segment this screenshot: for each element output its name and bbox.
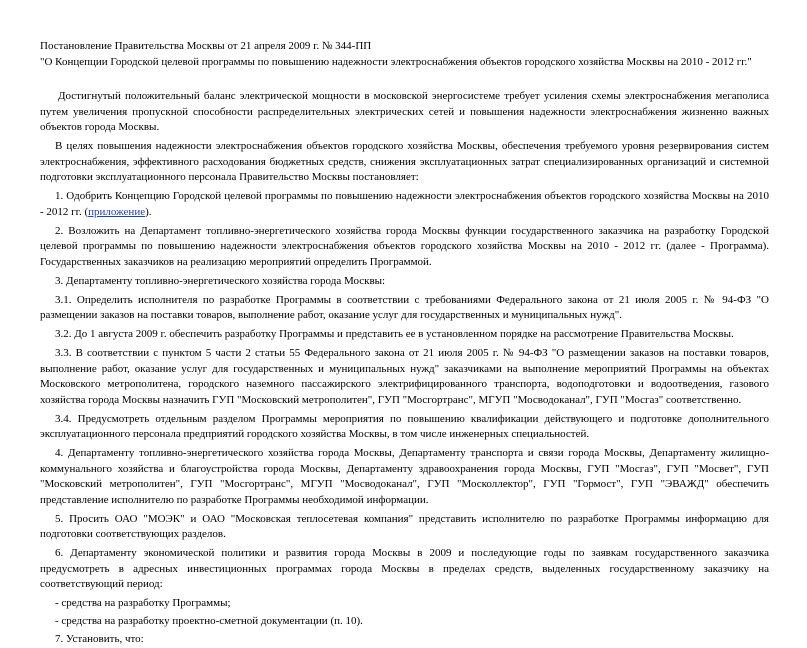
- clause-6: 6. Департаменту экономической политики и развития города Москвы в 2009 и последующие годы по заявкам государственного заказчика предусмотреть в адресных инвестиционных программах города Москвы в пределах средств, выделенных государственному заказчику на соответствующий период:: [40, 547, 769, 590]
- clause-3: 3. Департаменту топливно-энергетического хозяйства города Москвы:: [55, 274, 386, 287]
- preamble-paragraph: В целях повышения надежности электроснабжения объектов городского хозяйства Москвы, обеспечения требуемого уровня резервирования систем электроснабжения, эффективного расходования бюджетных средств, снижения эксплуатационных затрат специализированных организаций и системной подготовки эксплуатационного персонала Правительство Москвы постановляет:: [40, 140, 769, 183]
- clause-1-text: 1. Одобрить Концепцию Городской целевой программы по повышению надежности электроснабжения объектов городского хозяйства Москвы на 2010 - 2012 гг. (: [40, 190, 769, 218]
- clause-3-4: 3.4. Предусмотреть отдельным разделом Программы мероприятия по повышению квалификации действующего и подготовке дополнительного эксплуатационного персонала предприятий городского хозяйства Москвы, в том числе инженерных специальностей.: [40, 412, 769, 440]
- document-body: [40, 89, 769, 648]
- appendix-link[interactable]: приложение: [88, 205, 146, 218]
- document-title: Постановление Правительства Москвы от 21 апреля 2009 г. № 344-ПП: [40, 40, 372, 52]
- clause-5: 5. Просить ОАО "МОЭК" и ОАО "Московская теплосетевая компания" представить исполнителю по разработке Программы информацию для подготовки соответствующих разделов.: [40, 512, 769, 540]
- document-subtitle: "О Концепции Городской целевой программы по повышению надежности электроснабжения объектов городского хозяйства Москвы на 2010 - 2012 гг.": [40, 55, 752, 68]
- preamble-paragraph: Достигнутый положительный баланс электрической мощности в московской энергосистеме требует усиления схемы электроснабжения мегаполиса путем увеличения пропускной способности распределительных электрических сетей и повышения надежности электроснабжения жизненно важных объектов города Москвы.: [40, 90, 769, 133]
- clause-3-3: 3.3. В соответствии с пунктом 5 части 2 статьи 55 Федерального закона от 21 июля 2005 г. № 94-ФЗ "О размещении заказов на поставки товаров, выполнение работ, оказание услуг для государственных и муниципальных нужд" заказчиками на выполнение мероприятий Программы на объектах Московского метрополитена, городского наземного пассажирского электрифицированного транспорта, водоподготовки и водоотведения, газового хозяйства города Москвы назначить ГУП "Московский метрополитен", ГУП "Мосгортранс", МГУП "Мосводоканал", ГУП "Мосгаз" соответственно.: [40, 347, 769, 406]
- clause-1-text-end: ).: [145, 205, 152, 218]
- clause-7: 7. Установить, что:: [55, 633, 144, 645]
- clause-2: 2. Возложить на Департамент топливно-энергетического хозяйства города Москвы функции государственного заказчика на разработку Городской целевой программы по повышению надежности электроснабжения объектов городского хозяйства Москвы на 2010 - 2012 гг. (далее - Программа). Государственных заказчиков на реализацию мероприятий определить Программой.: [40, 224, 769, 268]
- clause-4: 4. Департаменту топливно-энергетического хозяйства города Москвы, Департаменту транспорта и связи города Москвы, Департаменту жилищно-коммунального хозяйства и благоустройства города Москвы, Департаменту здравоохранения города Москвы, ГУП "Мосгаз", ГУП "Мосвет", ГУП "Московский метрополитен", ГУП "Мосгортранс", МГУП "Мосводоканал", ГУП "Москоллектор", ГУП "Гормост", ГУП "ЭВАЖД" обеспечить представление исполнителю по разработке Программы необходимой информации.: [40, 447, 769, 506]
- clause-3-1: 3.1. Определить исполнителя по разработке Программы в соответствии с требованиями Федерального закона от 21 июля 2005 г. № 94-ФЗ "О размещении заказов на поставки товаров, выполнение работ, оказание услуг для государственных и муниципальных нужд".: [40, 293, 769, 321]
- clause-1: [40, 189, 769, 220]
- clause-6-list-item: - средства на разработку Программы;: [55, 597, 231, 609]
- document-header: [40, 39, 769, 70]
- clause-6-list-item: - средства на разработку проектно-сметной документации (п. 10).: [55, 615, 363, 627]
- clause-3-2: 3.2. До 1 августа 2009 г. обеспечить разработку Программы и представить ее в установленном порядке на рассмотрение Правительства Москвы.: [55, 328, 734, 340]
